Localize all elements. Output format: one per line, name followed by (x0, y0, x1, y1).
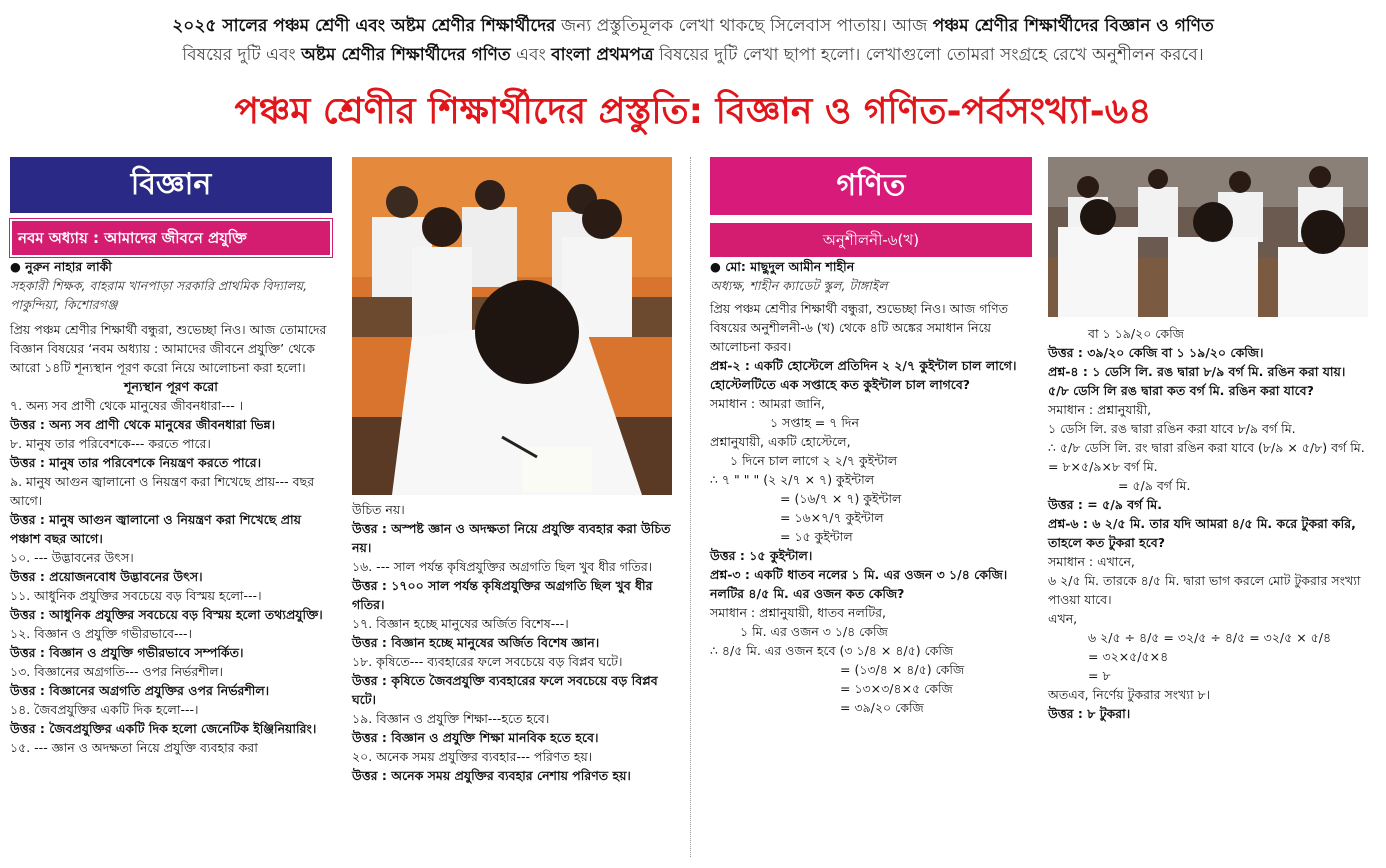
math-column-1 (710, 157, 1032, 717)
intro-line1-a: ২০২৫ সালের পঞ্চম শ্রেণী এবং অষ্টম শ্রেণীর শিক্ষার্থীদের (172, 16, 556, 36)
math-question-3: প্রশ্ন-৩ : একটি ধাতব নলের ১ মি. এর ওজন ৩ ১/৪ কেজি। নলটির ৪/৫ মি. এর ওজন কত কেজি? (710, 567, 1008, 601)
question: ১৬. --- সাল পর্যন্ত কৃষিপ্রযুক্তির অগ্রগতি ছিল খুব ধীর গতির। (352, 559, 653, 574)
solution-line: = ৩৯/২০ কেজি (840, 700, 924, 715)
math-column-2 (1048, 324, 1370, 723)
solution-line: ১ দিনে চাল লাগে ২ ২/৭ কুইন্টাল (730, 453, 898, 468)
science-column-2 (352, 500, 672, 785)
solution-line: ∴ ৭ " " " (২ ২/৭ × ৭) কুইন্টাল (710, 472, 875, 487)
question: ১১. আধুনিক প্রযুক্তির সবচেয়ে বড় বিস্ময় হলো---। (10, 588, 262, 603)
answer: উত্তর : ১৭০০ সাল পর্যন্ত কৃষিপ্রযুক্তির অগ্রগতি ছিল খুব ধীর গতির। (352, 578, 653, 612)
answer: উত্তর : জৈবপ্রযুক্তির একটি দিক হলো জেনেটিক ইঞ্জিনিয়ারিং। (10, 721, 317, 736)
science-list-1 (10, 396, 332, 757)
solution-line: সমাধান : প্রশ্নানুযায়ী, (1048, 402, 1152, 417)
answer: উত্তর : কৃষিতে জৈবপ্রযুক্তি ব্যবহারের ফলে সবচেয়ে বড় বিপ্লব ঘটে। (352, 673, 658, 707)
answer: উত্তর : বিজ্ঞান ও প্রযুক্তি শিক্ষা মানবিক হতে হবে। (352, 730, 599, 745)
solution-line: = ১৫ কুইন্টাল (780, 529, 853, 544)
question: ১৮. কৃষিতে--- ব্যবহারের ফলে সবচেয়ে বড় বিপ্লব ঘটে। (352, 654, 623, 669)
science-author: ● নুরুন নাহার লাকী (10, 259, 112, 274)
intro-line1-b: জন্য প্রস্তুতিমূলক লেখা থাকছে সিলেবাস পাতায়। আজ (555, 16, 933, 36)
question: ৭. অন্য সব প্রাণী থেকে মানুষের জীবনধারা--- । (10, 398, 244, 413)
solution-line: = ৫/৯ বর্গ মি. (1118, 478, 1191, 493)
column-divider (690, 157, 691, 857)
classroom-photo-left-image (352, 157, 672, 495)
solution-line: ∴ ৫/৮ ডেসি লি. রং দ্বারা রঙিন করা যাবে (৮/৯ × ৫/৮) বর্গ মি. = ৮×৫/৯×৮ বর্গ মি. (1048, 440, 1365, 474)
solution-line: সমাধান : আমরা জানি, (710, 396, 825, 411)
solution-line: ৬ ২/৫ মি. তারকে ৪/৫ মি. দ্বারা ভাগ করলে মোট টুকরার সংখ্যা পাওয়া যাবে। (1048, 573, 1361, 607)
question: ৮. মানুষ তার পরিবেশকে--- করতে পারে। (10, 436, 211, 451)
answer: উত্তর : মানুষ আগুন জ্বালানো ও নিয়ন্ত্রণ করা শিখেছে প্রায় পঞ্চাশ বছর আগে। (10, 512, 302, 546)
solution-line: ১ মি. এর ওজন ৩ ১/৪ কেজি (740, 624, 888, 639)
solution-line: = ১৩×৩/৪×৫ কেজি (840, 681, 953, 696)
intro-line2-d: বাংলা প্রথমপত্র (551, 45, 654, 65)
answer: উত্তর : প্রয়োজনবোধ উদ্ভাবনের উৎস। (10, 569, 203, 584)
solution-line: ৬ ২/৫ ÷ ৪/৫ = ৩২/৫ ÷ ৪/৫ = ৩২/৫ × ৫/৪ (1088, 630, 1332, 645)
question: ১৪. জৈবপ্রযুক্তির একটি দিক হলো---। (10, 702, 199, 717)
math-question-4: প্রশ্ন-৪ : ১ ডেসি লি. রঙ দ্বারা ৮/৯ বর্গ মি. রঙিন করা যায়। ৫/৮ ডেসি লি রঙ দ্বারা কত বর্গ মি. রঙিন করা যাবে? (1048, 364, 1346, 398)
intro-line2-c: এবং (510, 45, 552, 65)
classroom-photo-left (352, 157, 672, 495)
intro-text (20, 12, 1366, 70)
classroom-photo-right (1048, 157, 1368, 317)
math-exercise-banner: অনুশীলনী-৬(খ) (710, 223, 1032, 257)
page-headline: পঞ্চম শ্রেণীর শিক্ষার্থীদের প্রস্তুতি: বিজ্ঞান ও গণিত-পর্বসংখ্যা-৬৪ (234, 91, 1152, 132)
classroom-photo-right-image (1048, 157, 1368, 317)
question-continuation: উচিত নয়। (352, 502, 405, 517)
answer: উত্তর : অনেক সময় প্রযুক্তির ব্যবহার নেশায় পরিণত হয়। (352, 768, 631, 783)
solution-line: বা ১ ১৯/২০ কেজি (1088, 326, 1184, 341)
intro-line1-c: পঞ্চম শ্রেণীর শিক্ষার্থীদের বিজ্ঞান ও গণিত (932, 16, 1214, 36)
solution-line: = ৩২×৫/৫×৪ (1088, 649, 1169, 664)
solution-line: প্রশ্নানুযায়ী, একটি হোস্টেলে, (710, 434, 851, 449)
question: ১৯. বিজ্ঞান ও প্রযুক্তি শিক্ষা---হতে হবে। (352, 711, 550, 726)
solution-line: = ১৬×৭/৭ কুইন্টাল (780, 510, 884, 525)
question: ৯. মানুষ আগুন জ্বালানো ও নিয়ন্ত্রণ করা শিখেছে প্রায়--- বছর আগে। (10, 474, 315, 508)
science-greeting: প্রিয় পঞ্চম শ্রেণীর শিক্ষার্থী বন্ধুরা, শুভেচ্ছা নিও। আজ তোমাদের বিজ্ঞান বিষয়ের ‘নবম অধ্যায় : আমাদের জীবনে প্রযুক্তি’ থেকে আরো ১৪টি শূন্যস্থান পূরণ করো নিয়ে আলোচনা করা হলো। (10, 322, 327, 375)
answer: উত্তর : বিজ্ঞানের অগ্রগতি প্রযুক্তির ওপর নির্ভরশীল। (10, 683, 270, 698)
solution-line: অতএব, নির্ণেয় টুকরার সংখ্যা ৮। (1048, 687, 1211, 702)
science-section-heading: শূন্যস্থান পূরণ করো (124, 379, 218, 394)
solution-line: সমাধান : প্রশ্নানুযায়ী, ধাতব নলটির, (710, 605, 887, 620)
math-question-6: প্রশ্ন-৬ : ৬ ২/৫ মি. তার যদি আমরা ৪/৫ মি. করে টুকরা করি, তাহলে কত টুকরা হবে? (1048, 516, 1356, 550)
math-greeting: প্রিয় পঞ্চম শ্রেণীর শিক্ষার্থী বন্ধুরা, শুভেচ্ছা নিও। আজ গণিত বিষয়ের অনুশীলনী-৬ (খ) থেকে ৪টি অঙ্কের সমাধান নিয়ে আলোচনা করব। (710, 301, 1009, 354)
solution-line: ∴ ৪/৫ মি. এর ওজন হবে (৩ ১/৪ × ৪/৫) কেজি (710, 643, 954, 658)
question: ২০. অনেক সময় প্রযুক্তির ব্যবহার--- পরিণত হয়। (352, 749, 593, 764)
intro-line2-b: অষ্টম শ্রেণীর শিক্ষার্থীদের গণিত (301, 45, 511, 65)
science-designation: সহকারী শিক্ষক, বাহরাম খানপাড়া সরকারি প্রাথমিক বিদ্যালয়, পাকুন্দিয়া, কিশোরগঞ্জ (10, 278, 308, 312)
intro-line2-a: বিষয়ের দুটি এবং (182, 45, 302, 65)
math-question-2: প্রশ্ন-২ : একটি হোস্টেলে প্রতিদিন ২ ২/৭ কুইন্টাল চাল লাগে। হোস্টেলটিতে এক সপ্তাহে কত কুইন্টাল চাল লাগবে? (710, 358, 1017, 392)
solution-line: = ৮ (1088, 668, 1111, 683)
math-designation: অধ্যক্ষ, শাহীন ক্যাডেট স্কুল, টাঙ্গাইল (710, 278, 888, 293)
math-answer-6: উত্তর : ৮ টুকরা। (1048, 706, 1131, 721)
answer: উত্তর : আধুনিক প্রযুক্তির সবচেয়ে বড় বিস্ময় হলো তথ্যপ্রযুক্তি। (10, 607, 323, 622)
question: ১৩. বিজ্ঞানের অগ্রগতি--- ওপর নির্ভরশীল। (10, 664, 223, 679)
science-chapter-banner: নবম অধ্যায় : আমাদের জীবনে প্রযুক্তি (10, 219, 332, 257)
solution-line: = (১৩/৪ × ৪/৫) কেজি (840, 662, 965, 677)
solution-line: ১ ডেসি লি. রঙ দ্বারা রঙিন করা যাবে ৮/৯ বর্গ মি. (1048, 421, 1296, 436)
question: ১৭. বিজ্ঞান হচ্ছে মানুষের অর্জিত বিশেষ---। (352, 616, 569, 631)
question: ১০. --- উদ্ভাবনের উৎস। (10, 550, 134, 565)
math-answer-3: উত্তর : ৩৯/২০ কেজি বা ১ ১৯/২০ কেজি। (1048, 345, 1264, 360)
question: ১২. বিজ্ঞান ও প্রযুক্তি গভীরভাবে---। (10, 626, 193, 641)
math-author: ● মো: মাছুদুল আমীন শাহীন (710, 259, 855, 274)
math-answer-2: উত্তর : ১৫ কুইন্টাল। (710, 548, 813, 563)
math-banner: গণিত (710, 157, 1032, 215)
answer: উত্তর : বিজ্ঞান ও প্রযুক্তি গভীরভাবে সম্পর্কিত। (10, 645, 244, 660)
solution-line: = (১৬/৭ × ৭) কুইন্টাল (780, 491, 902, 506)
intro-line2-e: বিষয়ের দুটি লেখা ছাপা হলো। লেখাগুলো তোমরা সংগ্রহে রেখে অনুশীলন করবে। (653, 45, 1204, 65)
solution-line: এখন, (1048, 611, 1078, 626)
solution-line: সমাধান : এখানে, (1048, 554, 1135, 569)
solution-line: ১ সপ্তাহ = ৭ দিন (770, 415, 859, 430)
answer: উত্তর : অন্য সব প্রাণী থেকে মানুষের জীবনধারা ভিন্ন। (10, 417, 276, 432)
answer: উত্তর : বিজ্ঞান হচ্ছে মানুষের অর্জিত বিশেষ জ্ঞান। (352, 635, 600, 650)
question: ১৫. --- জ্ঞান ও অদক্ষতা নিয়ে প্রযুক্তি ব্যবহার করা (10, 740, 258, 755)
answer: উত্তর : অস্পষ্ট জ্ঞান ও অদক্ষতা নিয়ে প্রযুক্তি ব্যবহার করা উচিত নয়। (352, 521, 671, 555)
science-column-1 (10, 157, 332, 757)
science-banner: বিজ্ঞান (10, 157, 332, 213)
math-answer-4: উত্তর : = ৫/৯ বর্গ মি. (1048, 497, 1162, 512)
answer: উত্তর : মানুষ তার পরিবেশকে নিয়ন্ত্রণ করতে পারে। (10, 455, 262, 470)
